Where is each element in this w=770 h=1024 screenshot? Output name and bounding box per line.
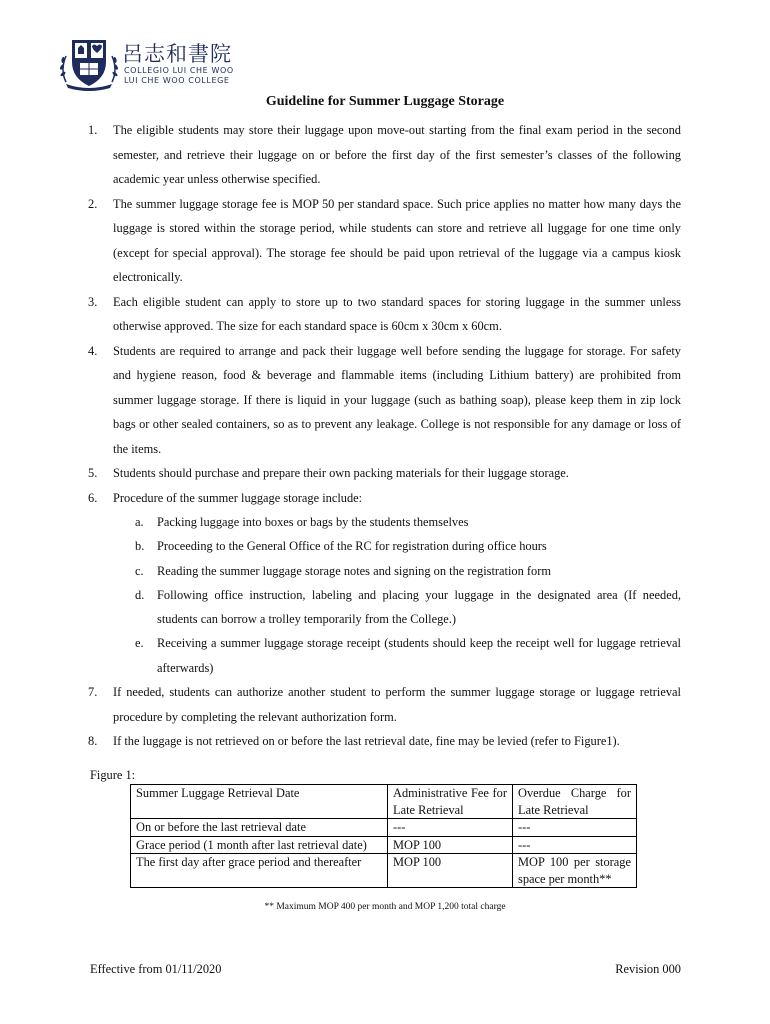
table-header-row [131, 785, 637, 819]
step-letter: c. [135, 563, 144, 578]
table-row [131, 836, 637, 854]
list-item [88, 680, 681, 729]
revision-number: Revision 000 [615, 962, 681, 976]
list-item [88, 486, 681, 511]
list-item [88, 729, 681, 754]
item-number: 1. [88, 123, 98, 137]
table-cell: MOP 100 [388, 836, 513, 854]
item-text: Students are required to arrange and pack their luggage well before sending the luggage for storage. For safety and hygiene reason, food & beverage and flammable items (including Lithium battery) are prohibited from summer luggage storage. If there is liquid in your luggage (such as bathing soap), please keep them in zip lock bags or other sealed containers, so as to prevent any leakage. College is not responsible for any damage or loss of the items. [113, 343, 681, 456]
item-text: The eligible students may store their luggage upon move-out starting from the final exam period in the second semester, and retrieve their luggage on or before the first day of the first semester’s classes of the following academic year unless otherwise specified. [113, 123, 681, 186]
guideline-list [88, 118, 681, 754]
list-item [88, 192, 681, 290]
effective-date: Effective from 01/11/2020 [90, 962, 222, 976]
table-header-cell: Administrative Fee for Late Retrieval [388, 785, 513, 819]
table-header-cell: Overdue Charge for Late Retrieval [513, 785, 637, 819]
list-item [88, 118, 681, 192]
item-number: 2. [88, 196, 98, 211]
step-letter: a. [135, 515, 144, 529]
table-cell: MOP 100 per storage space per month** [513, 854, 637, 888]
table-row [131, 819, 637, 837]
table-cell: --- [388, 819, 513, 837]
procedure-step [135, 631, 681, 680]
table-footnote: ** Maximum MOP 400 per month and MOP 1,200 total charge [264, 902, 506, 912]
document-title: Guideline for Summer Luggage Storage [265, 94, 505, 109]
procedure-step [135, 510, 681, 534]
item-number: 4. [88, 343, 98, 358]
table-cell: --- [513, 836, 637, 854]
college-chinese-name: 呂志和書院 [122, 42, 232, 66]
figure-label: Figure 1: [90, 768, 136, 782]
college-english-name-1: COLLEGIO LUI CHE WOO [124, 66, 234, 75]
item-text: Procedure of the summer luggage storage include: [113, 490, 363, 505]
item-number: 3. [88, 294, 98, 309]
step-letter: d. [135, 587, 145, 602]
step-text: Receiving a summer luggage storage receipt (students should keep the receipt well for luggage retrieval afterwards) [157, 636, 681, 675]
table-cell: --- [513, 819, 637, 837]
procedure-step [135, 534, 681, 558]
table-cell: Grace period (1 month after last retrieval date) [131, 836, 388, 854]
list-item [88, 290, 681, 339]
item-number: 8. [88, 734, 98, 749]
procedure-step [135, 583, 681, 632]
table-header-cell: Summer Luggage Retrieval Date [131, 785, 388, 819]
table-cell: MOP 100 [388, 854, 513, 888]
step-letter: e. [135, 636, 144, 651]
list-item [88, 461, 681, 486]
item-text: If needed, students can authorize another student to perform the summer luggage storage or luggage retrieval procedure by completing the relevant authorization form. [113, 685, 681, 724]
college-crest-icon [58, 36, 120, 92]
step-text: Following office instruction, labeling and placing your luggage in the designated area (If needed, students can borrow a trolley temporarily from the College.) [157, 587, 681, 627]
college-logo [58, 36, 238, 92]
step-text: Reading the summer luggage storage notes and signing on the registration form [157, 563, 552, 578]
late-retrieval-fee-table [130, 784, 637, 888]
table-cell: The first day after grace period and thereafter [131, 854, 388, 888]
procedure-step [135, 559, 681, 583]
step-text: Packing luggage into boxes or bags by the students themselves [157, 515, 469, 529]
table-row [131, 854, 637, 888]
item-text: The summer luggage storage fee is MOP 50 per standard space. Such price applies no matter how many days the luggage is stored within the storage period, while students can store and retrieve all luggage for one time only (except for special approval). The storage fee should be paid upon retrieval of the luggage via a campus kiosk electronically. [113, 196, 681, 284]
item-number: 6. [88, 490, 98, 505]
item-text: If the luggage is not retrieved on or before the last retrieval date, fine may be levied (refer to Figure1). [113, 734, 620, 749]
table-cell: On or before the last retrieval date [131, 819, 388, 837]
item-text: Students should purchase and prepare their own packing materials for their luggage storage. [113, 466, 569, 480]
list-item [88, 339, 681, 462]
item-number: 7. [88, 685, 98, 700]
step-text: Proceeding to the General Office of the RC for registration during office hours [157, 539, 547, 554]
college-english-name-2: LUI CHE WOO COLLEGE [124, 76, 230, 85]
step-letter: b. [135, 539, 145, 554]
item-number: 5. [88, 466, 98, 480]
item-text: Each eligible student can apply to store up to two standard spaces for storing luggage in the summer unless otherwise approved. The size for each standard space is 60cm x 30cm x 60cm. [113, 294, 681, 333]
